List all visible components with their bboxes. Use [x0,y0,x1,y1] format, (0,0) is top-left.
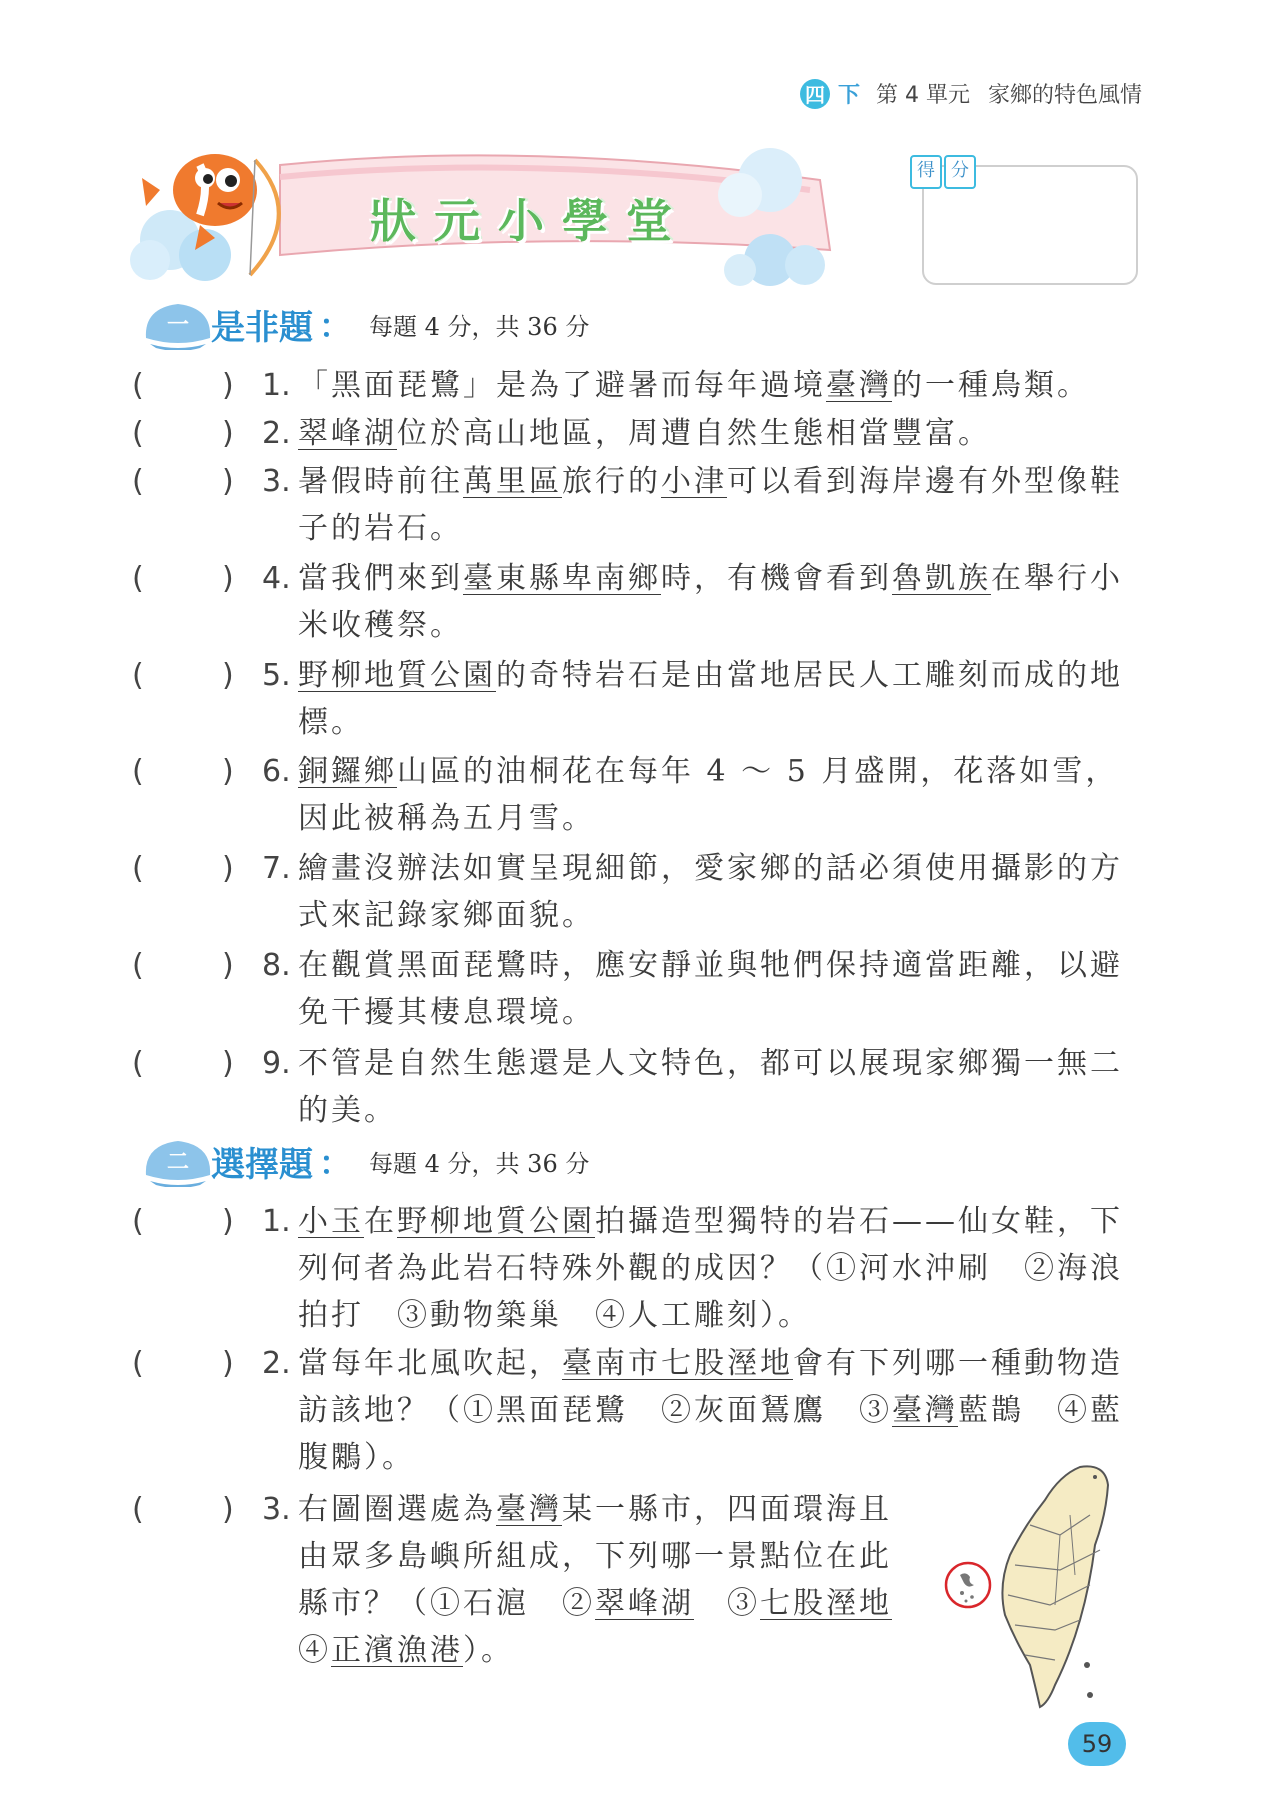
question-text-part: 的一種鳥類。 [892,368,1090,403]
answer-blank-close[interactable]: ) [222,1204,237,1239]
question-text-part: 正濱漁港 [331,1633,463,1668]
question-number: 9. [262,1046,291,1081]
question-text-part: 翠峰湖 [595,1586,694,1621]
true-false-question [132,458,1142,552]
answer-blank-close[interactable]: ) [222,754,237,789]
answer-blank-close[interactable]: ) [222,1346,237,1381]
question-text-part: 野柳地質公園 [397,1204,595,1239]
answer-blank-open[interactable]: ( [132,1346,147,1381]
question-text-part: ④ [298,1586,925,1668]
question-text-part: 臺灣 [892,1393,958,1428]
question-text-part: 「黑面琵鷺」是為了避暑而每年過境 [298,368,826,403]
question-text-part: 的奇特岩石是由當地居民人工雕刻而成的地標。 [298,658,1123,740]
question-text-part: 翠峰湖 [298,416,397,451]
question-number: 3. [262,464,291,499]
page-number: 59 [1068,1722,1126,1766]
unit-label: 第 4 單元 [876,83,970,108]
question-text-part: 臺南市 [562,1346,661,1381]
true-false-question [132,845,1142,939]
score-label-2: 分 [944,155,976,189]
answer-blank-open[interactable]: ( [132,416,147,451]
section-note: 每題 4 分，共 36 分 [369,312,590,341]
question-text [298,845,1142,939]
question-text-part: 拍攝造型獨特的岩石——仙女鞋，下列何者為此岩石特殊外觀的成因？（①河水沖刷 ②海浪拍打 ③動物築巢 ④人工雕刻）。 [298,1204,1123,1333]
question-text-part: 卑南鄉 [562,561,661,596]
question-text [298,362,1142,409]
question-text-part: 山區的油桐花在每年 4 ～ 5 月盛開，花落如雪，因此被稱為五月雪。 [298,754,1119,836]
answer-blank-open[interactable]: ( [132,1046,147,1081]
true-false-question [132,1040,1142,1134]
answer-blank-close[interactable]: ) [222,1492,237,1527]
question-text-part: 在觀賞黑面琵鷺時，應安靜並與牠們保持適當距離，以避免干擾其棲息環境。 [298,948,1123,1030]
shell-icon [140,298,215,350]
question-text-part: 當每年北風吹起， [298,1346,562,1381]
answer-blank-open[interactable]: ( [132,851,147,886]
question-number: 5. [262,658,291,693]
question-text-part: 臺灣 [496,1492,562,1527]
question-text-part: 臺東縣 [463,561,562,596]
question-text [298,652,1142,746]
answer-blank-close[interactable]: ) [222,948,237,983]
question-text-part: ③ [694,1586,760,1621]
score-label [910,155,978,189]
answer-blank-close[interactable]: ) [222,1046,237,1081]
section-title: 選擇題 [211,1144,313,1185]
section-number: 二 [166,1150,190,1175]
section-title: 是非題 [211,307,313,348]
question-text [298,1040,1142,1134]
unit-title: 家鄉的特色風情 [987,83,1142,108]
question-number: 3. [262,1492,291,1527]
answer-blank-close[interactable]: ) [222,851,237,886]
question-number: 7. [262,851,291,886]
question-number: 4. [262,561,291,596]
shell-icon [140,1135,215,1187]
section-colon: ： [319,307,352,345]
question-text-part: 在舉行小米收穫祭。 [298,561,1123,643]
question-number: 2. [262,1346,291,1381]
grade-badge: 四 [800,79,830,109]
question-text-part: ）。 [463,1633,514,1668]
question-text-part: 小津 [661,464,727,499]
question-text-part: 臺灣 [826,368,892,403]
true-false-question [132,410,1142,457]
question-text [298,410,1142,457]
answer-blank-close[interactable]: ) [222,658,237,693]
question-text-part: 七股溼地 [661,1346,793,1381]
question-text [298,942,1142,1036]
question-text-part: 魯凱族 [892,561,991,596]
section-number: 一 [166,313,190,338]
answer-blank-open[interactable]: ( [132,561,147,596]
true-false-question [132,555,1142,649]
answer-blank-open[interactable]: ( [132,368,147,403]
answer-blank-open[interactable]: ( [132,658,147,693]
question-text [298,748,1142,842]
question-text-part: 某一縣市，四面環海且由眾多島嶼所組成，下列哪一景點位在此縣市？（①石滬 ② [298,1492,892,1621]
true-false-question [132,748,1142,842]
question-number: 1. [262,1204,291,1239]
question-text [298,1198,1142,1339]
question-text-part: 藍鵲 ④藍腹鷴）。 [298,1393,1123,1475]
question-text [298,458,1142,552]
true-false-question [132,652,1142,746]
question-text-part: 會有下列哪一種動物造訪該地？（①黑面琵鷺 ②灰面鵟鷹 ③ [298,1346,1123,1428]
unit-header [800,78,1142,109]
answer-blank-open[interactable]: ( [132,1204,147,1239]
true-false-question [132,942,1142,1036]
multiple-choice-question [132,1198,1142,1339]
answer-blank-close[interactable]: ) [222,416,237,451]
question-text-part: 在 [364,1204,397,1239]
section-multiple-choice-header [140,1135,589,1187]
question-text-part: 可以看到海岸邊有外型像鞋子的岩石。 [298,464,1123,546]
question-text-part: 七股溼地 [760,1586,892,1621]
question-text-part: 小玉 [298,1204,364,1239]
question-text-part: 暑假時前往 [298,464,463,499]
question-text-part: 野柳地質公園 [298,658,496,693]
section-true-false-header [140,298,589,350]
question-text-part: 右圖圈選處為 [298,1492,496,1527]
question-text-part: 銅鑼鄉 [298,754,397,789]
question-text-part: 時，有機會看到 [661,561,892,596]
answer-blank-close[interactable]: ) [222,368,237,403]
question-text-part: 旅行的 [562,464,661,499]
answer-blank-open[interactable]: ( [132,464,147,499]
term-label: 下 [837,83,860,108]
answer-blank-close[interactable]: ) [222,561,237,596]
section-colon: ： [319,1144,352,1182]
answer-blank-open[interactable]: ( [132,754,147,789]
question-text [298,555,1142,649]
banner-title: 狀元小學堂 [370,194,690,248]
question-text [298,1486,925,1674]
multiple-choice-question [132,1486,925,1674]
answer-blank-open[interactable]: ( [132,1492,147,1527]
taiwan-map-icon [930,1455,1140,1715]
question-text-part: 萬里區 [463,464,562,499]
question-text-part: 當我們來到 [298,561,463,596]
question-text-part: 不管是自然生態還是人文特色，都可以展現家鄉獨一無二的美。 [298,1046,1123,1128]
answer-blank-close[interactable]: ) [222,464,237,499]
question-number: 1. [262,368,291,403]
section-note: 每題 4 分，共 36 分 [369,1149,590,1178]
score-label-1: 得 [910,155,942,189]
question-text-part: 位於高山地區，周遭自然生態相當豐富。 [397,416,991,451]
question-number: 6. [262,754,291,789]
question-number: 8. [262,948,291,983]
question-text-part: 繪畫沒辦法如實呈現細節，愛家鄉的話必須使用攝影的方式來記錄家鄉面貌。 [298,851,1123,933]
penghu-circle-marker [946,1563,990,1607]
answer-blank-open[interactable]: ( [132,948,147,983]
question-number: 2. [262,416,291,451]
true-false-question [132,362,1142,409]
